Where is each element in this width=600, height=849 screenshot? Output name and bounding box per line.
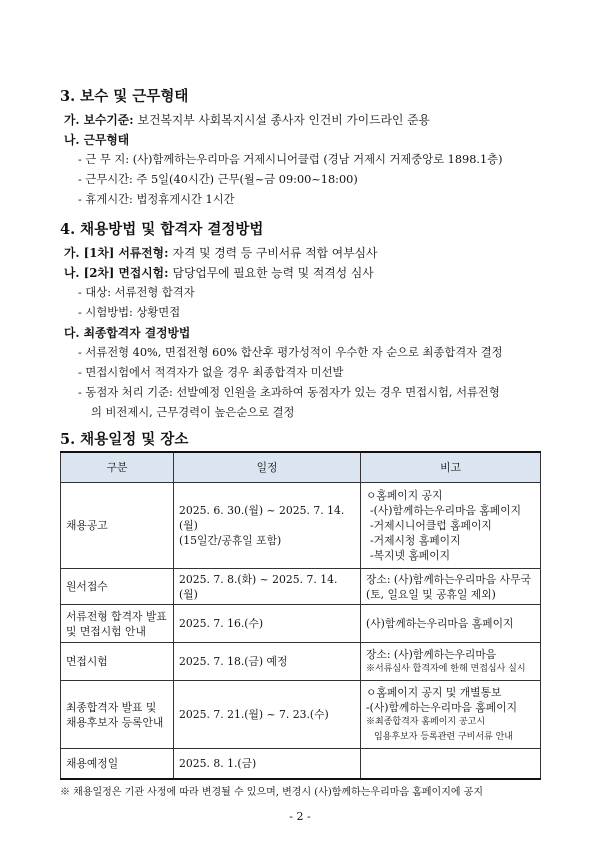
- final-decision-line: - 면접시험에서 적격자가 없을 경우 최종합격자 미선발: [78, 366, 344, 379]
- table-header-row: [61, 452, 541, 483]
- interview-text: 담당업무에 필요한 능력 및 적격성 심사: [172, 266, 374, 280]
- row-date: 2025. 7. 16.(수): [174, 605, 361, 643]
- date-line: (15일간/공휴일 포함): [179, 534, 282, 547]
- note-line: ※최종합격자 홈페이지 공고시: [366, 716, 486, 727]
- note-line: ※서류심사 합격자에 한해 면접심사 실시: [366, 663, 526, 674]
- final-decision-label: 다. 최종합격자 결정방법: [64, 326, 191, 340]
- table-row: [61, 569, 541, 605]
- row-date: 2025. 7. 8.(화) ~ 2025. 7. 14.(월): [174, 569, 361, 605]
- pay-standard-label: 가. 보수기준:: [64, 113, 134, 127]
- table-row: [61, 643, 541, 681]
- final-decision-line: - 동점자 처리 기준: 선발예정 인원을 초과하여 동점자가 있는 경우 면접시험, 서류전형: [78, 386, 500, 399]
- row-label: 서류전형 합격자 발표 및 면접시험 안내: [61, 605, 174, 643]
- table-row: [61, 483, 541, 569]
- row-note: [361, 483, 541, 569]
- note-line: 장소: (사)함께하는우리마음: [366, 647, 497, 661]
- interview-label: 나. [2차] 면접시험:: [64, 266, 169, 280]
- final-decision-line: 의 비전제시, 근무경력이 높은순으로 결정: [91, 406, 295, 419]
- row-label: 채용예정일: [61, 749, 174, 779]
- date-line: 2025. 6. 30.(월) ~ 2025. 7. 14. (월): [179, 504, 345, 532]
- row-label: 채용공고: [61, 483, 174, 569]
- work-hours: - 근무시간: 주 5일(40시간) 근무(월~금 09:00~18:00): [78, 173, 358, 186]
- note-line: -(사)함께하는우리마음 홈페이지: [366, 700, 518, 714]
- note-line: -(사)함께하는우리마음 홈페이지: [370, 504, 522, 517]
- interview: [64, 264, 374, 281]
- page-number: - 2 -: [289, 810, 311, 823]
- row-date: [174, 483, 361, 569]
- row-note: [361, 749, 541, 779]
- final-decision-line: - 서류전형 40%, 면접전형 60% 합산후 평가성적이 우수한 자 순으로 최종합격자 결정: [78, 346, 503, 359]
- table-row: [61, 749, 541, 779]
- column-header: 일정: [174, 452, 361, 483]
- work-location: - 근 무 지: (사)함께하는우리마음 거제시니어클럽 (경남 거제시 거제중앙로 1898.1층): [78, 153, 503, 166]
- break-time: - 휴게시간: 법정휴게시간 1시간: [78, 193, 235, 206]
- row-date: 2025. 7. 18.(금) 예정: [174, 643, 361, 681]
- pay-standard-text: 보건복지부 사회복지시설 종사자 인건비 가이드라인 준용: [137, 113, 430, 127]
- document-screening-label: 가. [1차] 서류전형:: [64, 246, 169, 260]
- note-line: -거제시니어클럽 홈페이지: [370, 519, 492, 532]
- row-note: [361, 605, 541, 643]
- schedule-footnote: ※ 채용일정은 기관 사정에 따라 변경될 수 있으며, 변경시 (사)함께하는우리마음 홈페이지에 공지: [60, 787, 484, 798]
- section-4-title: 4. 채용방법 및 합격자 결정방법: [60, 221, 264, 238]
- table-row: [61, 681, 541, 749]
- note-line: -거제시청 홈페이지: [370, 534, 461, 547]
- column-header: 비고: [361, 452, 541, 483]
- section-3-title: 3. 보수 및 근무형태: [60, 88, 189, 105]
- interview-target: - 대상: 서류전형 합격자: [78, 286, 195, 299]
- note-line: (토, 일요일 및 공휴일 제외): [366, 587, 496, 601]
- note-line: (사)함께하는우리마음 홈페이지: [366, 617, 514, 630]
- table-row: [61, 605, 541, 643]
- column-header: 구분: [61, 452, 174, 483]
- note-line: -복지넷 홈페이지: [370, 549, 451, 562]
- note-line: 장소: (사)함께하는우리마음 사무국: [366, 572, 531, 586]
- work-type-label: 나. 근무형태: [64, 133, 130, 147]
- row-label: 원서접수: [61, 569, 174, 605]
- note-line: ㅇ홈페이지 공지 및 개별통보: [366, 685, 502, 699]
- document-screening: [64, 244, 377, 261]
- pay-standard: [64, 111, 430, 128]
- row-date: 2025. 7. 21.(월) ~ 7. 23.(수): [174, 681, 361, 749]
- row-note: [361, 681, 541, 749]
- note-line: ㅇ홈페이지 공지: [366, 489, 443, 502]
- note-line: 임용후보자 등록관련 구비서류 안내: [374, 731, 513, 742]
- row-note: [361, 643, 541, 681]
- row-date: 2025. 8. 1.(금): [174, 749, 361, 779]
- row-label: 면접시험: [61, 643, 174, 681]
- schedule-table: [60, 451, 541, 780]
- interview-method: - 시험방법: 상황면접: [78, 306, 181, 319]
- row-note: [361, 569, 541, 605]
- section-5-title: 5. 채용일정 및 장소: [60, 431, 189, 448]
- row-label: 최종합격자 발표 및 채용후보자 등록안내: [61, 681, 174, 749]
- document-screening-text: 자격 및 경력 등 구비서류 적합 여부심사: [172, 246, 378, 260]
